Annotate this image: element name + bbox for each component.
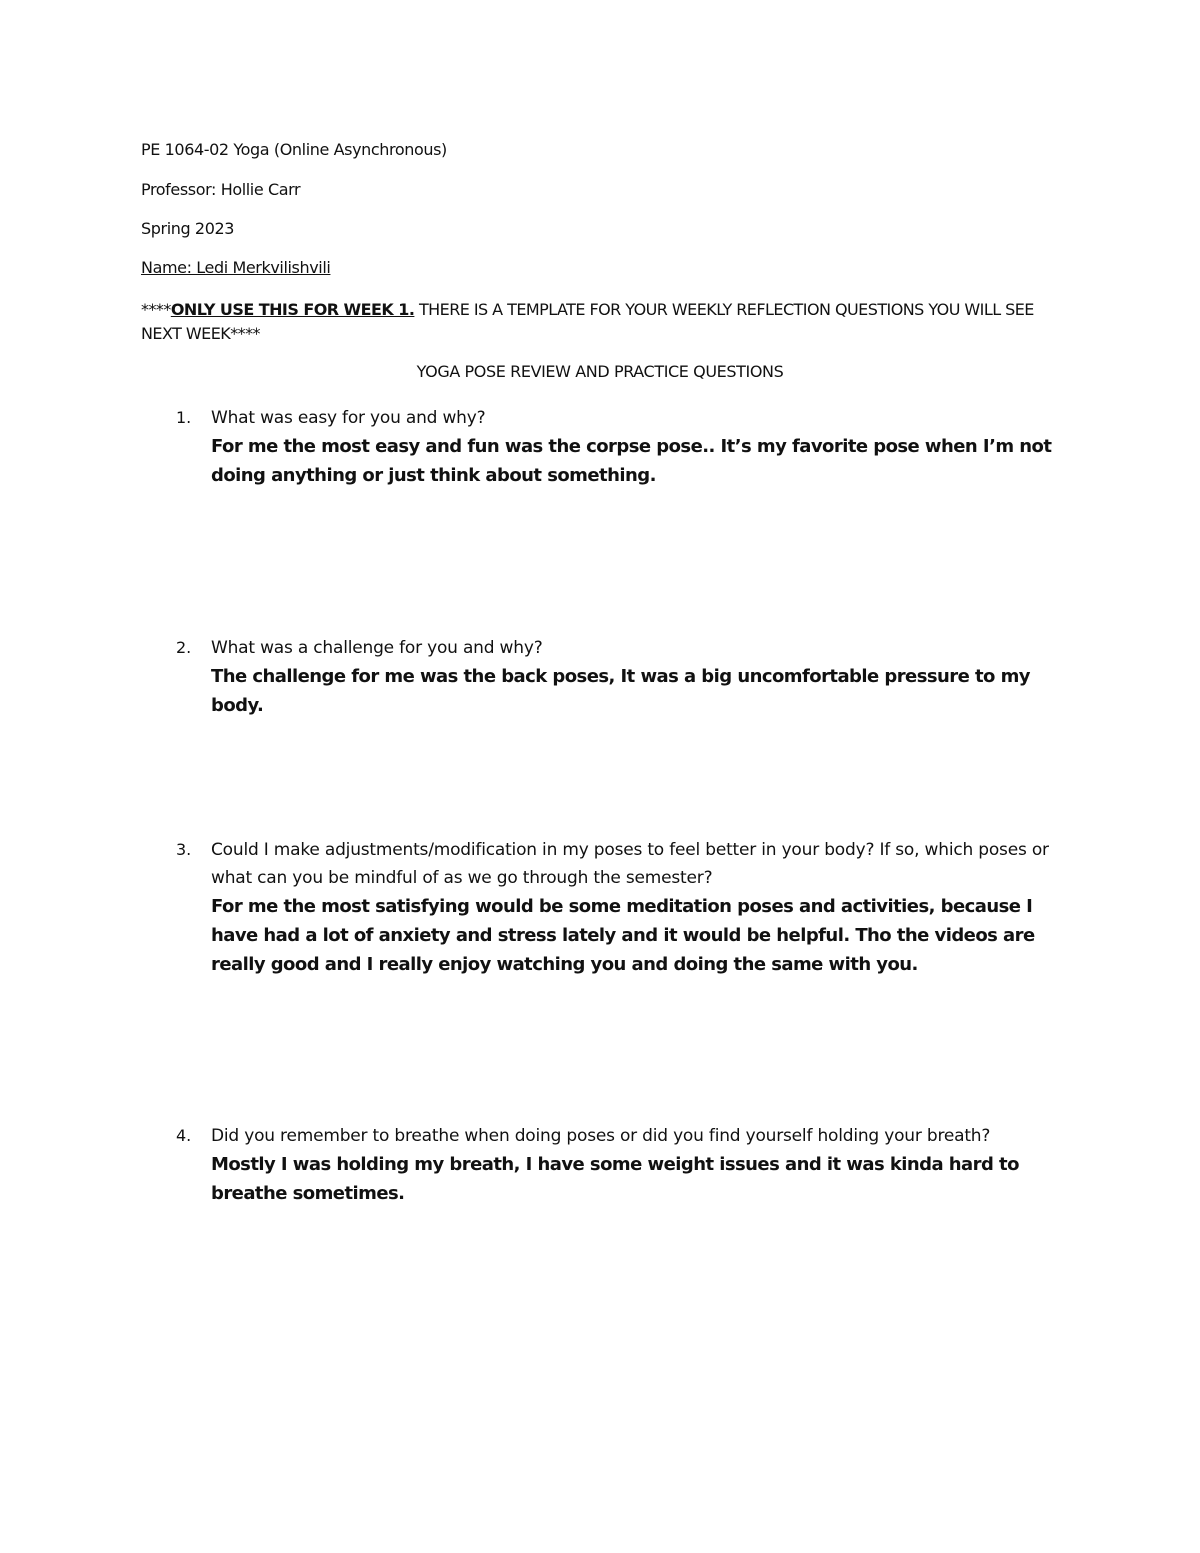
answer-text: For me the most easy and fun was the corpse pose.. It’s my favorite pose when I’m not doing anything or just think about something.	[211, 436, 1052, 486]
term-line: Spring 2023	[141, 219, 235, 238]
answer-text: For me the most satisfying would be some meditation poses and activities, because I have had a lot of anxiety and stress lately and it would be helpful. Tho the videos are really good and I really enjoy watching you and doing the same with you.	[211, 896, 1035, 975]
notice-rest: THERE IS A TEMPLATE FOR YOUR WEEKLY REFLECTION QUESTIONS YOU WILL SEE NEXT WEEK****	[141, 300, 1034, 343]
question-number: 2.	[176, 638, 192, 657]
question-body	[211, 404, 1071, 490]
section-title: YOGA POSE REVIEW AND PRACTICE QUESTIONS	[416, 362, 784, 381]
answer-text: Mostly I was holding my breath, I have some weight issues and it was kinda hard to breathe sometimes.	[211, 1154, 1019, 1204]
answer-text: The challenge for me was the back poses, It was a big uncomfortable pressure to my body.	[211, 666, 1030, 716]
question-number: 3.	[176, 840, 192, 859]
course-title: PE 1064-02 Yoga (Online Asynchronous)	[141, 140, 447, 159]
question-text: What was easy for you and why?	[211, 408, 486, 428]
question-text: Did you remember to breathe when doing poses or did you find yourself holding your breath?	[211, 1126, 991, 1146]
week-one-notice	[141, 298, 1071, 346]
question-body	[211, 634, 1071, 720]
notice-emphasis: ONLY USE THIS FOR WEEK 1.	[170, 300, 415, 319]
question-number: 4.	[176, 1126, 192, 1145]
question-number: 1.	[176, 408, 192, 427]
question-text: Could I make adjustments/modification in my poses to feel better in your body? If so, which poses or what can you be mindful of as we go through the semester?	[211, 840, 1049, 888]
question-text: What was a challenge for you and why?	[211, 638, 543, 658]
notice-prefix: ****	[141, 300, 171, 319]
question-body	[211, 1122, 1071, 1208]
question-body	[211, 836, 1071, 979]
professor-line: Professor: Hollie Carr	[141, 180, 301, 199]
student-name-line: Name: Ledi Merkvilishvili	[141, 258, 331, 277]
